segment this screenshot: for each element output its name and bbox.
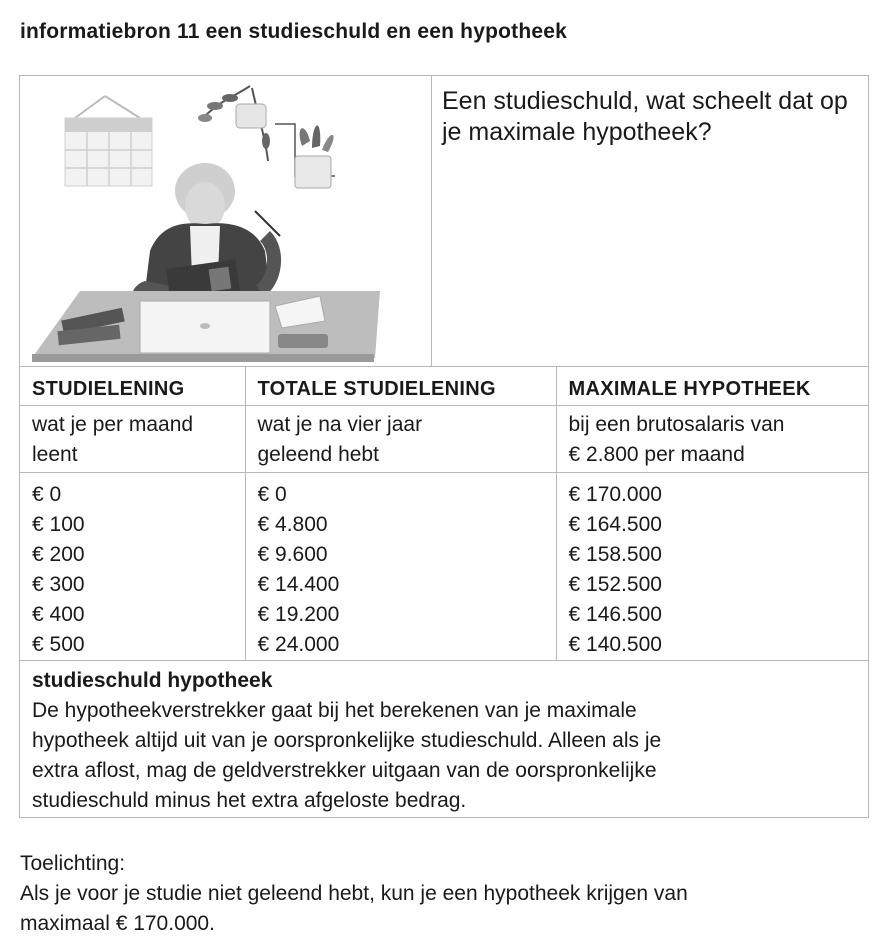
cell-value: € 300 <box>32 572 85 596</box>
cell-value: € 500 <box>32 632 85 656</box>
cell-value: € 9.600 <box>257 542 328 566</box>
note-line: De hypotheekverstrekker gaat bij het berekenen van je maximale <box>32 699 637 722</box>
cell-value: € 4.800 <box>257 512 328 536</box>
cell-value: € 24.000 <box>257 632 340 656</box>
calendar-icon <box>65 96 152 186</box>
toelichting-label: Toelichting: <box>20 852 126 875</box>
cell-value: € 14.400 <box>257 572 340 596</box>
student-studying-illustration <box>20 76 430 366</box>
desc-line: € 2.800 per maand <box>568 442 745 466</box>
top-row <box>20 76 868 367</box>
note-title: studieschuld hypotheek <box>32 669 273 692</box>
desk <box>32 291 380 362</box>
note-section <box>20 661 868 816</box>
toelichting-line: Als je voor je studie niet geleend hebt, kun je een hypotheek krijgen van <box>20 882 688 905</box>
cell-value: € 0 <box>32 482 62 506</box>
cell-value: € 164.500 <box>568 512 662 536</box>
desc-line: bij een brutosalaris van <box>568 412 785 436</box>
table-header-row <box>20 367 868 405</box>
cell-value: € 152.500 <box>568 572 662 596</box>
header-studielening: STUDIELENING <box>20 367 245 405</box>
col-studielening-values <box>20 472 245 660</box>
desc-line: leent <box>32 442 78 466</box>
note-line: extra aflost, mag de geldverstrekker uitgaan van de oorspronkelijke <box>32 759 657 782</box>
desc-studielening <box>20 405 245 472</box>
desc-line: geleend hebt <box>257 442 379 466</box>
cell-value: € 0 <box>257 482 287 506</box>
header-maximale-hypotheek: MAXIMALE HYPOTHEEK <box>556 367 868 405</box>
info-frame <box>19 75 869 818</box>
desc-totale-studielening <box>245 405 556 472</box>
cell-value: € 140.500 <box>568 632 662 656</box>
header-totale-studielening: TOTALE STUDIELENING <box>245 367 556 405</box>
desc-maximale-hypotheek <box>556 405 868 472</box>
toelichting-section <box>20 849 880 939</box>
note-line: studieschuld minus het extra afgeloste bedrag. <box>32 789 467 812</box>
cell-value: € 146.500 <box>568 602 662 626</box>
page-heading: informatiebron 11 een studieschuld en een hypotheek <box>20 20 567 43</box>
cell-value: € 158.500 <box>568 542 662 566</box>
desc-line: wat je na vier jaar <box>257 412 423 436</box>
cell-value: € 19.200 <box>257 602 340 626</box>
desc-line: wat je per maand <box>32 412 194 436</box>
col-totale-studielening-values <box>245 472 556 660</box>
col-maximale-hypotheek-values <box>556 472 868 660</box>
table-description-row <box>20 405 868 472</box>
question-text: Een studieschuld, wat scheelt dat op je maximale hypotheek? <box>442 87 848 146</box>
table-data-row <box>20 472 868 660</box>
potted-plant-icon <box>295 126 334 188</box>
cell-value: € 400 <box>32 602 85 626</box>
illustration-cell <box>20 76 432 366</box>
toelichting-line: maximaal € 170.000. <box>20 912 215 935</box>
loan-mortgage-table <box>20 367 868 661</box>
cell-value: € 170.000 <box>568 482 662 506</box>
cell-value: € 100 <box>32 512 85 536</box>
note-line: hypotheek altijd uit van je oorspronkelijke studieschuld. Alleen als je <box>32 729 662 752</box>
cell-value: € 200 <box>32 542 85 566</box>
person-figure <box>132 163 280 306</box>
